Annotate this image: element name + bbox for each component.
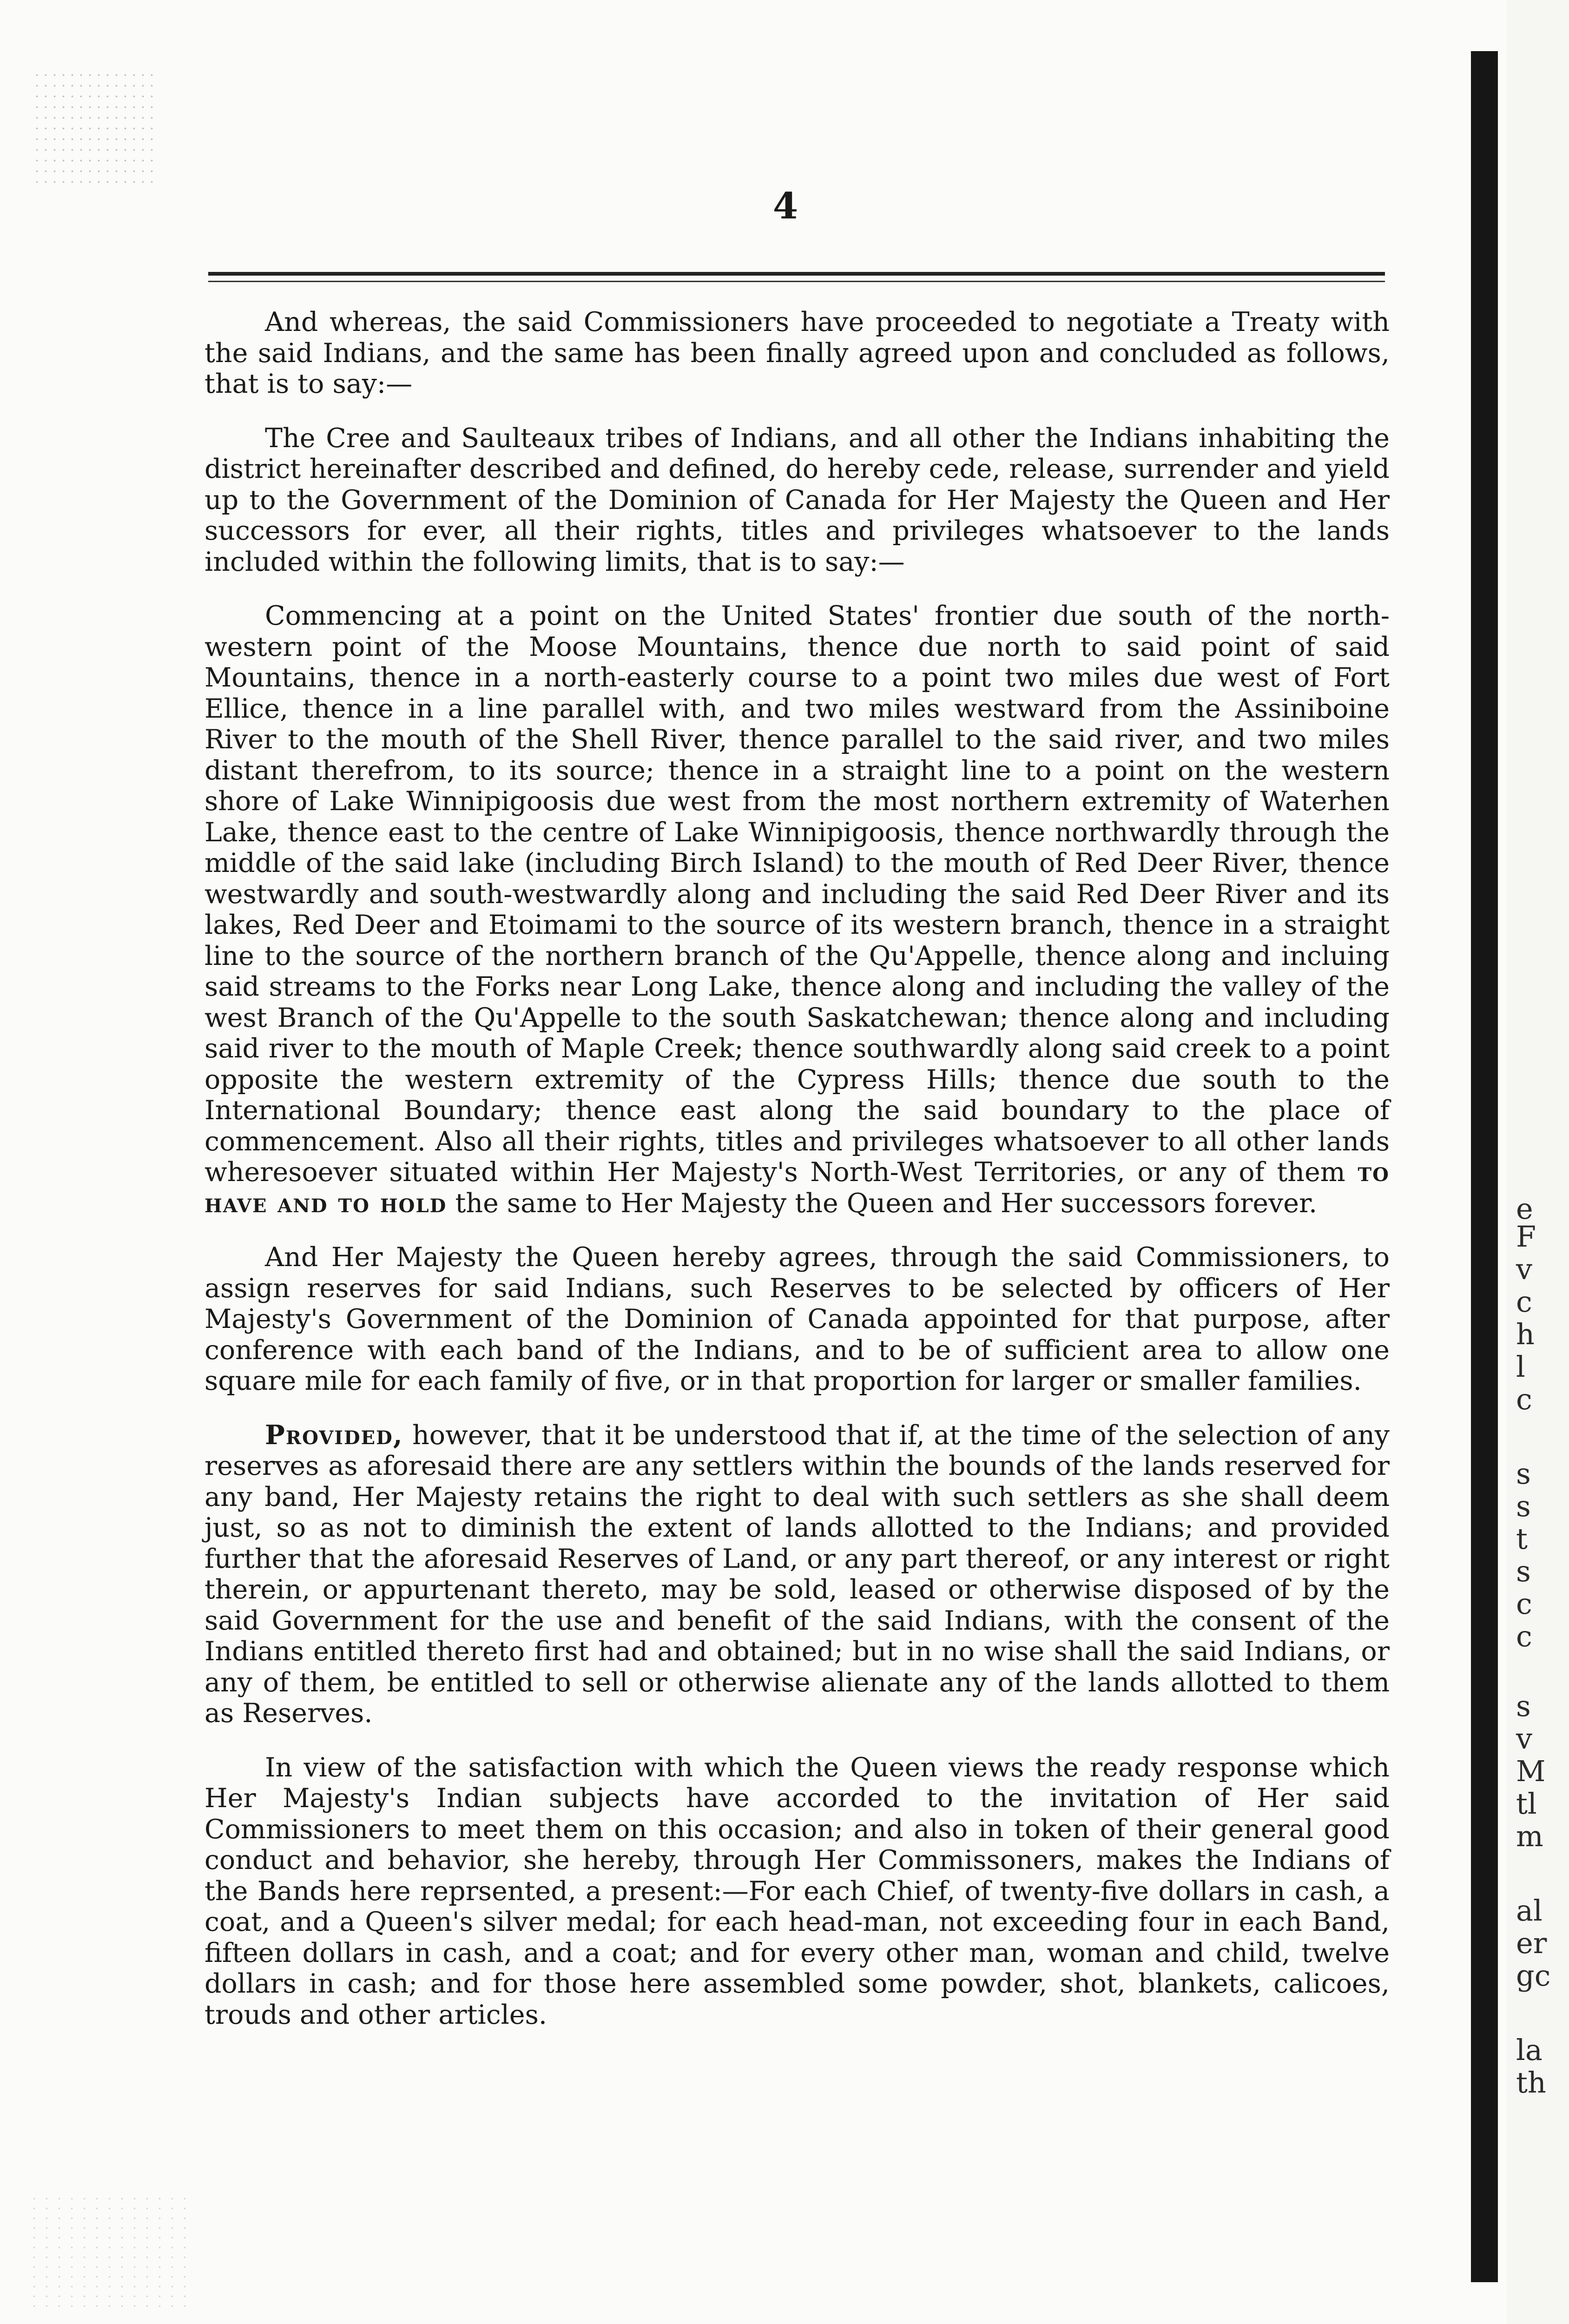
edge-fragment: c [1516, 1587, 1532, 1621]
edge-fragment: s [1516, 1554, 1531, 1588]
paragraph-text: The Cree and Saulteaux tribes of Indians, and all other the Indians inhabiting the district hereinafter described and defined, do hereby cede, release, surrender and yield up to the Government of the Dominion of Canada for Her Majesty the Queen and Her successors for ever, all their rights, titles and privileges whatsoever to the lands included within the following limits, that is to say:— [204, 423, 1390, 577]
paragraph-negotiation [204, 307, 1390, 400]
header-rule-thick [208, 272, 1385, 276]
edge-fragment: c [1516, 1619, 1532, 1653]
treaty-text [204, 307, 1390, 2053]
paragraph-text: however, that it be understood that if, at the time of the selection of any reserves as aforesaid there are any settlers within the bounds of the lands reserved for any band, Her Majesty retains the right to deal with such settlers as she shall deem just, so as not to diminish the extent of lands allotted to the Indians; and provided further that the aforesaid Reserves of Land, or any part thereof, or any interest or right therein, or appurtenant thereto, may be sold, leased or otherwise disposed of by the said Government for the use and benefit of the said Indians, with the consent of the Indians entitled thereto first had and obtained; but in no wise shall the said Indians, or any of them, be entitled to sell or otherwise alienate any of the lands allotted to them as Reserves. [204, 1419, 1390, 1729]
edge-fragment: s [1516, 1457, 1531, 1491]
paragraph-text: And whereas, the said Commissioners have proceeded to negotiate a Treaty with the said Indians, and the same has been finally agreed upon and concluded as follows, that is to say:— [204, 307, 1390, 399]
paragraph-presents [204, 1752, 1390, 2031]
edge-fragment: v [1516, 1252, 1533, 1286]
edge-fragment: c [1516, 1382, 1532, 1416]
edge-fragment: t [1516, 1522, 1528, 1556]
scan-speckle-bottom [28, 2194, 186, 2315]
header-rule-thin [208, 281, 1385, 282]
paragraph-text: In view of the satisfaction with which the Queen views the ready response which Her Majesty's Indian subjects have accorded to the invitation of Her said Commissioners to meet them on this occasion; and also in token of their general good conduct and behavior, she hereby, through Her Commissoners, makes the Indians of the Bands here reprsented, a present:—For each Chief, of twenty-five dollars in cash, a coat, and a Queen's silver medal; for each head-man, not exceeding four in each Band, fifteen dollars in cash, and a coat; and for every other man, woman and child, twelve dollars in cash; and for those here assembled some powder, shot, blankets, calicoes, trouds and other articles. [204, 1752, 1390, 2030]
paragraph-text: And Her Majesty the Queen hereby agrees, through the said Commissioners, to assign reserves for said Indians, such Reserves to be selected by officers of Her Majesty's Government of the Dominion of Canada appointed for that purpose, after conference with each band of the Indians, and to be of sufficient area to allow one square mile for each family of five, or in that proportion for larger or smaller families. [204, 1242, 1390, 1396]
edge-fragment: h [1516, 1317, 1535, 1351]
scan-speckle-top [33, 70, 153, 191]
edge-fragment: m [1516, 1819, 1543, 1853]
paragraph-cession [204, 423, 1390, 578]
edge-fragment: s [1516, 1489, 1531, 1523]
paragraph-proviso [204, 1420, 1390, 1729]
edge-fragment: F [1516, 1220, 1536, 1254]
edge-fragment: la [1516, 2033, 1543, 2067]
edge-fragment: e [1516, 1192, 1533, 1226]
page-number: 4 [772, 185, 798, 227]
next-page-edge [1507, 0, 1569, 2324]
paragraph-boundaries [204, 601, 1390, 1219]
paragraph-text: the same to Her Majesty the Queen and Her successors forever. [447, 1188, 1318, 1219]
edge-fragment: s [1516, 1689, 1531, 1723]
edge-fragment: al [1516, 1894, 1543, 1928]
edge-fragment: gc [1516, 1959, 1551, 1993]
paragraph-reserves [204, 1242, 1390, 1397]
paragraph-text: Commencing at a point on the United States' frontier due south of the north-western point of the Moose Mountains, thence due north to said point of said Mountains, thence in a north-easterly course to a point two miles due west of Fort Ellice, thence in a line parallel with, and two miles westward from the Assiniboine River to the mouth of the Shell River, thence parallel to the said river, and two miles distant therefrom, to its source; thence in a straight line to a point on the western shore of Lake Winnipigoosis due west from the most northern extremity of Waterhen Lake, thence east to the centre of Lake Winnipigoosis, thence northwardly through the middle of the said lake (including Birch Island) to the mouth of Red Deer River, thence westwardly and south-westwardly along and including the said Red Deer River and its lakes, Red Deer and Etoimami to the source of its western branch, thence in a straight line to the source of the northern branch of the Qu'Appelle, thence along and incluing said streams to the Forks near Long Lake, thence along and including the valley of the west Branch of the Qu'Appelle to the south Saskatchewan; thence along and including said river to the mouth of Maple Creek; thence southwardly along said creek to a point opposite the western extremity of the Cypress Hills; thence due south to the International Boundary; thence east along the said boundary to the place of commencement. Also all their rights, titles and privileges whatsoever to all other lands wheresoever situated within Her Majesty's North-West Territories, or any of them [204, 601, 1390, 1188]
edge-fragment: c [1516, 1285, 1532, 1319]
edge-fragment: l [1516, 1350, 1525, 1384]
binding-spine [1471, 51, 1498, 2282]
proviso-small-caps: Provided, [265, 1419, 403, 1451]
edge-fragment: er [1516, 1926, 1547, 1960]
edge-fragment: M [1516, 1754, 1546, 1788]
habendum-small-caps: to have and to hold [204, 1156, 1390, 1219]
edge-fragment: v [1516, 1722, 1533, 1756]
edge-fragment: th [1516, 2066, 1546, 2100]
edge-fragment: tl [1516, 1787, 1537, 1821]
